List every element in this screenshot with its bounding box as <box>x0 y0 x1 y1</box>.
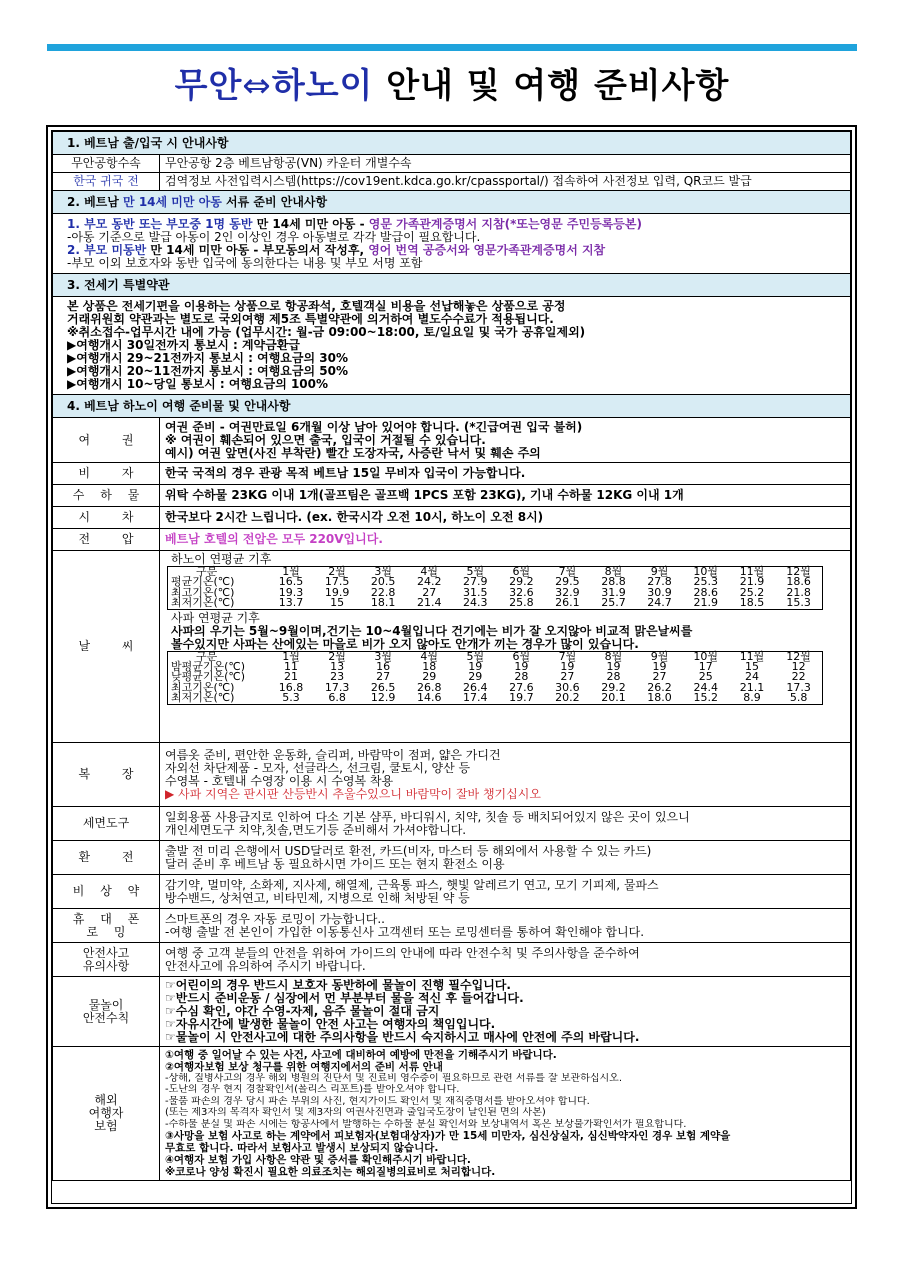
month-header: 8월 <box>604 649 623 663</box>
l2-note: -아동 기준으로 발급 아동이 2인 이상인 경우 아동별로 각각 발급이 필요합니다. <box>67 230 481 244</box>
timediff-label: 시 차 <box>53 507 160 529</box>
cell: 18 <box>422 660 437 674</box>
cell: 19 <box>606 660 621 674</box>
cell: 16.5 <box>278 575 304 589</box>
insurance-line: (또는 제3자의 목격자 확인서 및 제3자의 여권사진면과 출입국도장이 날인된 면의 사본) <box>165 1107 546 1119</box>
phone-line1: 스마트폰의 경우 자동 로밍이 가능합니다.. <box>165 912 385 926</box>
sapa-climate-title: 사파 연평균 기후 <box>171 610 260 625</box>
cell: 19 <box>560 660 575 674</box>
water-label-line1: 물놀이 <box>88 997 124 1012</box>
insurance-line: ④여행자 보험 가입 사항은 약관 및 증서를 확인해주시기 바랍니다. <box>165 1154 471 1167</box>
cell: 11 <box>284 660 299 674</box>
cell: 17.5 <box>324 575 350 589</box>
cell: 29.2 <box>509 575 534 589</box>
section2-heading-a: 2. 베트남 <box>67 194 124 209</box>
l4-note: -부모 이외 보호자와 동반 입국에 동의한다는 내용 및 부모 서명 포함 <box>67 256 423 270</box>
cell: 27 <box>422 585 437 599</box>
insurance-text <box>160 1047 851 1181</box>
cell: 25 <box>698 670 713 684</box>
month-header: 7월 <box>558 565 577 578</box>
cell: 24.4 <box>693 680 718 694</box>
water-line: ☞물놀이 시 안전사고에 대한 주의사항을 반드시 숙지하시고 매사에 안전에 주의 바랍니다. <box>165 1031 640 1044</box>
section2-heading <box>53 191 851 214</box>
cell: 17.3 <box>786 680 811 694</box>
l1-required-doc: 영문 가족관계증명서 지참(*또는영문 주민등록등본) <box>368 217 642 231</box>
cell: 19 <box>652 660 667 674</box>
water-safety-label <box>53 977 160 1047</box>
month-header: 9월 <box>650 649 669 663</box>
cell: 17 <box>698 660 713 674</box>
month-header: 1월 <box>282 565 300 578</box>
cell: 31.5 <box>463 585 488 599</box>
month-header: 1월 <box>282 649 300 663</box>
clothing-line4: ▶ 사파 지역은 판시판 산등반시 추울수있으니 바람막이 잘바 챙기십시오 <box>165 787 541 801</box>
cell: 15 <box>745 660 759 674</box>
section4-heading: 4. 베트남 하노이 여행 준비물 및 안내사항 <box>53 395 851 418</box>
title-arrow: ⇔ <box>242 66 272 106</box>
cell: 15.2 <box>693 691 718 705</box>
insurance-line: -도난의 경우 현지 경찰확인서(폴리스 리포트)를 받아오셔야 합니다. <box>165 1084 460 1096</box>
cell: 21.1 <box>739 680 765 694</box>
row-label: 평균기온(℃) <box>171 575 235 589</box>
section1-heading: 1. 베트남 출/입국 시 안내사항 <box>53 132 851 155</box>
month-header: 3월 <box>374 565 392 578</box>
water-line: ☞자유시간에 발생한 물놀이 안전 사고는 여행자의 책임입니다. <box>165 1018 496 1031</box>
weather-content <box>160 551 851 743</box>
l1-age: 만 14세 미만 아동 - <box>252 217 369 231</box>
insurance-line: ①여행 중 일어날 수 있는 사건, 사고에 대비하여 예방에 만전을 기해주시기 바랍니다. <box>165 1049 557 1061</box>
cell: 21.4 <box>416 596 442 610</box>
hanoi-climate-table <box>167 566 823 610</box>
month-header: 6월 <box>512 565 531 578</box>
hanoi-climate-title: 하노이 연평균 기후 <box>171 552 272 566</box>
passport-line3: 예시) 여권 앞면(사진 부착란) 빨간 도장자국, 사증란 낙서 및 훼손 주의 <box>165 446 541 460</box>
cell: 26.1 <box>555 596 580 610</box>
cell: 13 <box>330 660 345 674</box>
medicine-text <box>160 875 851 909</box>
cell: 28.8 <box>601 575 626 589</box>
cell: 19 <box>514 660 529 674</box>
muan-checkin-label: 무안공항수속 <box>53 155 160 173</box>
cell: 27.9 <box>463 575 488 589</box>
cell: 31.9 <box>601 585 626 599</box>
info-sheet <box>46 125 857 1209</box>
sapa-climate-table <box>167 651 823 705</box>
cell: 5.3 <box>282 691 300 705</box>
cell: 32.9 <box>555 585 580 599</box>
month-header: 10월 <box>693 649 719 663</box>
l3-unaccompanied: 부모 미동반 <box>84 243 147 257</box>
cell: 30.9 <box>647 585 672 599</box>
l3-number: 2. <box>67 243 85 257</box>
phone-label-line1: 휴 대 폰 <box>72 911 146 926</box>
cell: 27 <box>652 670 667 684</box>
cell: 26.8 <box>416 680 442 694</box>
header-accent-bar <box>47 44 857 51</box>
info-table <box>52 131 851 1181</box>
toiletries-label: 세면도구 <box>53 807 160 841</box>
cell: 32.6 <box>509 585 534 599</box>
child-documents-text <box>53 214 851 274</box>
visa-text: 한국 국적의 경우 관광 목적 베트남 15일 무비자 입국이 가능합니다. <box>160 463 851 485</box>
terms-line: ▶여행개시 29~21전까지 통보시 : 여행요금의 30% <box>67 352 348 365</box>
cell: 26.5 <box>370 680 396 694</box>
water-line: ☞반드시 준비운동 / 심장에서 먼 부분부터 물을 적신 후 들어갑니다. <box>165 992 524 1005</box>
cell: 12.9 <box>370 691 396 705</box>
row-label: 낮평균기온(℃) <box>171 670 246 684</box>
passport-line1: 여권 준비 - 여권만료일 6개월 이상 남아 있어야 합니다. (*긴급여권 입국 불허) <box>165 420 583 434</box>
insurance-line: -물품 파손의 경우 당시 파손 부위의 사진, 현지가이드 확인서 및 재직증명서를 받아오셔야 합니다. <box>165 1095 590 1107</box>
month-header: 5월 <box>466 649 485 663</box>
safety-label-line2: 유의사항 <box>82 958 130 973</box>
cell: 25.3 <box>693 575 718 589</box>
safety-line2: 안전사고에 유의하여 주시기 바랍니다. <box>165 959 366 973</box>
row-label: 밤평균기온(℃) <box>171 660 246 674</box>
insurance-line: ※코로나 양성 확진시 필요한 의료조치는 해외질병의료비로 처리합니다. <box>165 1166 496 1179</box>
sapa-row-night <box>168 662 823 672</box>
insurance-label-line2: 여행자 <box>88 1106 124 1121</box>
return-korea-label: 한국 귀국 전 <box>53 173 160 191</box>
cell: 21 <box>284 670 299 684</box>
toiletries-text <box>160 807 851 841</box>
cell: 6.8 <box>328 691 346 705</box>
safety-line1: 여행 중 고객 분들의 안전을 위하여 가이드의 안내에 따라 안전수칙 및 주의사항을 준수하여 <box>165 946 640 960</box>
month-header: 12월 <box>786 565 811 578</box>
row-label: 최고기온(℃) <box>171 585 235 599</box>
cell: 24.7 <box>647 596 672 610</box>
month-header: 2월 <box>328 649 346 663</box>
sapa-row-max <box>168 683 823 693</box>
cell: 25.7 <box>601 596 626 610</box>
cell: 21.9 <box>739 575 765 589</box>
exchange-line1: 출발 전 미리 은행에서 USD달러로 환전, 카드(비자, 마스터 등 해외에서 사용할 수 있는 카드) <box>165 844 652 858</box>
safety-label <box>53 943 160 977</box>
cell: 17.3 <box>324 680 350 694</box>
terms-line: 거래위원회 약관과는 별도로 국외여행 제5조 특별약관에 의거하여 별도수수료가 적용됩니다. <box>67 313 554 326</box>
cell: 27 <box>560 670 575 684</box>
month-header: 11월 <box>739 649 765 663</box>
cell: 26.2 <box>647 680 672 694</box>
exchange-line2: 달러 준비 후 베트남 동 필요하시면 가이드 또는 현지 환전소 이용 <box>165 857 505 871</box>
sapa-desc-line2: 볼수있지만 사파는 산에있는 마을로 비가 오지 않아도 안개가 끼는 경우가 많이 있습니다. <box>171 637 639 651</box>
insurance-line: -상해, 질병사고의 경우 해외 병원의 진단서 및 진료비 영수증이 필요하므로 관련 서류를 잘 보관하십시오. <box>165 1073 623 1084</box>
insurance-label-line3: 보험 <box>94 1119 118 1134</box>
insurance-line: ③사망을 보험 사고로 하는 계약에서 피보험자(보험대상자)가 만 15세 미만자, 심신상실자, 심신박약자인 경우 보험 계약을 <box>165 1130 731 1143</box>
visa-label: 비 자 <box>53 463 160 485</box>
month-header: 11월 <box>739 565 765 578</box>
clothing-line3: 수영복 - 호텔내 수영장 이용 시 수영복 착용 <box>165 774 394 788</box>
terms-line: ▶여행개시 20~11전까지 통보시 : 여행요금의 50% <box>67 365 348 378</box>
phone-label-line2: 로 밍 <box>86 924 132 939</box>
timediff-text: 한국보다 2시간 느립니다. (ex. 한국시각 오전 10시, 하노이 오전 8시) <box>160 507 851 529</box>
terms-line: 본 상품은 전세기편을 이용하는 상품으로 항공좌석, 호텔객실 비용을 선납해놓은 상품으로 공정 <box>67 300 566 313</box>
passport-label: 여 권 <box>53 418 160 463</box>
phone-line2: -여행 출발 전 본인이 가입한 이동통신사 고객센터 또는 로밍센터를 통하여 확인해야 합니다. <box>165 925 645 939</box>
cell: 30.6 <box>555 680 580 694</box>
exchange-text <box>160 841 851 875</box>
hanoi-row-avg <box>168 577 823 587</box>
cell: 26.4 <box>463 680 488 694</box>
insurance-line: -수하물 분실 및 파손 시에는 항공사에서 발행하는 수하물 분실 확인서와 보상내역서 혹은 보상불가확인서가 필요합니다. <box>165 1118 687 1130</box>
clothing-label: 복 장 <box>53 743 160 807</box>
cell: 29 <box>468 670 483 684</box>
weather-label: 날 씨 <box>53 551 160 743</box>
cell: 14.6 <box>416 691 442 705</box>
insurance-label-line1: 해외 <box>94 1093 118 1108</box>
terms-line: ▶여행개시 30일전까지 통보시 : 계약금환급 <box>67 339 300 352</box>
medicine-label: 비 상 약 <box>53 875 160 909</box>
water-label-line2: 안전수칙 <box>82 1010 130 1025</box>
cell: 8.9 <box>743 691 761 705</box>
month-header: 10월 <box>693 565 719 578</box>
cell: 18.1 <box>370 596 396 610</box>
cell: 19 <box>468 660 483 674</box>
cell: 16.8 <box>278 680 304 694</box>
voltage-text: 베트남 호텔의 전압은 모두 220V입니다. <box>160 529 851 551</box>
cell: 28 <box>606 670 621 684</box>
month-header: 6월 <box>512 649 531 663</box>
cell: 22 <box>791 670 806 684</box>
voltage-label: 전 압 <box>53 529 160 551</box>
cell: 24.2 <box>416 575 442 589</box>
cell: 20.2 <box>555 691 580 705</box>
cell: 23 <box>330 670 345 684</box>
sapa-row-day <box>168 672 823 682</box>
month-header: 2월 <box>328 565 346 578</box>
sapa-row-min <box>168 693 823 704</box>
insurance-label <box>53 1047 160 1181</box>
cell: 20.1 <box>601 691 626 705</box>
section3-heading: 3. 전세기 특별약관 <box>53 274 851 297</box>
passport-line2: ※ 여권이 훼손되어 있으면 출국, 입국이 거절될 수 있습니다. <box>165 433 486 447</box>
title-destination: 하노이 <box>271 66 374 106</box>
medicine-line1: 감기약, 멀미약, 소화제, 지사제, 해열제, 근육통 파스, 햇빛 알레르기 연고, 모기 기피제, 물파스 <box>165 878 659 892</box>
passport-text <box>160 418 851 463</box>
cell: 24.3 <box>463 596 488 610</box>
baggage-label: 수 하 물 <box>53 485 160 507</box>
l1-accompanied: 부모 동반 또는 부모중 1명 동반 <box>84 217 253 231</box>
title-subject: 안내 및 여행 준비사항 <box>373 66 730 106</box>
cell: 29.2 <box>601 680 626 694</box>
cell: 18.5 <box>739 596 765 610</box>
cell: 12 <box>791 660 806 674</box>
cell: 18.6 <box>786 575 811 589</box>
cell: 18.0 <box>647 691 672 705</box>
cell: 24 <box>745 670 759 684</box>
month-header: 8월 <box>604 565 623 578</box>
cell: 25.2 <box>739 585 765 599</box>
safety-label-line1: 안전사고 <box>82 945 130 960</box>
l3-age: 만 14세 미만 아동 - 부모동의서 작성후, <box>146 243 369 257</box>
month-header: 4월 <box>420 565 439 578</box>
insurance-line: ②여행자보험 보상 청구를 위한 여행지에서의 준비 서류 안내 <box>165 1061 443 1073</box>
terms-line: ▶여행개시 10~당일 통보시 : 여행요금의 100% <box>67 378 329 391</box>
cell: 16 <box>376 660 391 674</box>
baggage-text: 위탁 수하물 23KG 이내 1개(골프팀은 골프백 1PCS 포함 23KG), 기내 수하물 12KG 이내 1개 <box>160 485 851 507</box>
cell: 21.8 <box>786 585 811 599</box>
sapa-desc-line1: 사파의 우기는 5월~9월이며,건기는 10~4월입니다 건기에는 비가 잘 오지않아 비교적 맑은날씨를 <box>171 624 693 638</box>
return-korea-text: 검역정보 사전입력시스템(https://cov19ent.kdca.go.kr/cpassportal/) 접속하여 사전정보 입력, QR코드 발급 <box>160 173 851 191</box>
cell: 29.5 <box>555 575 580 589</box>
section2-heading-c: 서류 준비 안내사항 <box>221 194 328 209</box>
phone-label <box>53 909 160 943</box>
clothing-line2: 자외선 차단제품 - 모자, 선글라스, 선크림, 쿨토시, 양산 등 <box>165 761 471 775</box>
month-header: 12월 <box>786 649 811 663</box>
phone-text <box>160 909 851 943</box>
water-safety-text <box>160 977 851 1047</box>
water-line: ☞수심 확인, 야간 수영-자제, 음주 물놀이 절대 금지 <box>165 1005 440 1018</box>
cell: 28 <box>514 670 529 684</box>
charter-terms-text <box>53 297 851 395</box>
cell: 17.4 <box>463 691 488 705</box>
cell: 27 <box>376 670 391 684</box>
hanoi-row-max <box>168 588 823 598</box>
cell: 28.6 <box>693 585 718 599</box>
toiletries-line1: 일회용품 사용금지로 인하여 다소 기본 샴푸, 바디워시, 치약, 칫솔 등 배치되어있지 않은 곳이 있으니 <box>165 810 690 824</box>
cell: 27.8 <box>647 575 672 589</box>
cell: 13.7 <box>278 596 304 610</box>
sapa-header-label: 구분 <box>196 649 218 663</box>
page-title <box>47 58 857 107</box>
month-header: 9월 <box>650 565 669 578</box>
cell: 19.9 <box>324 585 350 599</box>
row-label: 최저기온(℃) <box>171 691 235 705</box>
month-header: 3월 <box>374 649 392 663</box>
water-line: ☞어린이의 경우 반드시 보호자 동반하에 물놀이 진행 필수입니다. <box>165 979 511 992</box>
clothing-text <box>160 743 851 807</box>
muan-checkin-text: 무안공항 2층 베트남항공(VN) 카운터 개별수속 <box>160 155 851 173</box>
cell: 19.7 <box>509 691 534 705</box>
l1-number: 1. <box>67 217 85 231</box>
cell: 15.3 <box>786 596 811 610</box>
cell: 29 <box>422 670 437 684</box>
cell: 19.3 <box>278 585 304 599</box>
terms-line: ※취소접수-업무시간 내에 가능 (업무시간: 월-금 09:00~18:00, 토/일요일 및 국가 공휴일제외) <box>67 326 586 339</box>
cell: 15 <box>330 596 345 610</box>
cell: 22.8 <box>370 585 396 599</box>
month-header: 5월 <box>466 565 485 578</box>
safety-text <box>160 943 851 977</box>
hanoi-row-min <box>168 598 823 609</box>
title-origin: 무안 <box>174 66 243 106</box>
cell: 27.6 <box>509 680 534 694</box>
medicine-line2: 방수밴드, 상처연고, 비타민제, 지병으로 인해 처방된 약 등 <box>165 891 470 905</box>
cell: 21.9 <box>693 596 718 610</box>
toiletries-line2: 개인세면도구 치약,칫솔,면도기등 준비해서 가셔야합니다. <box>165 823 467 837</box>
cell: 5.8 <box>789 691 808 705</box>
insurance-line: 무효로 합니다. 따라서 보험사고 발생시 보상되지 않습니다. <box>165 1142 439 1155</box>
month-header: 4월 <box>420 649 439 663</box>
row-label: 최저기온(℃) <box>171 596 235 610</box>
cell: 25.8 <box>509 596 534 610</box>
clothing-line1: 여름옷 준비, 편안한 운동화, 슬리퍼, 바람막이 점퍼, 얇은 가디건 <box>165 748 501 762</box>
l3-required-doc: 영어 번역 공증서와 영문가족관계증명서 지참 <box>368 243 606 257</box>
section2-heading-b: 만 14세 미만 아동 <box>123 194 222 209</box>
cell: 20.5 <box>370 575 396 589</box>
exchange-label: 환 전 <box>53 841 160 875</box>
month-header: 7월 <box>558 649 577 663</box>
row-label: 최고기온(℃) <box>171 680 235 694</box>
hanoi-header-label: 구분 <box>196 565 218 578</box>
